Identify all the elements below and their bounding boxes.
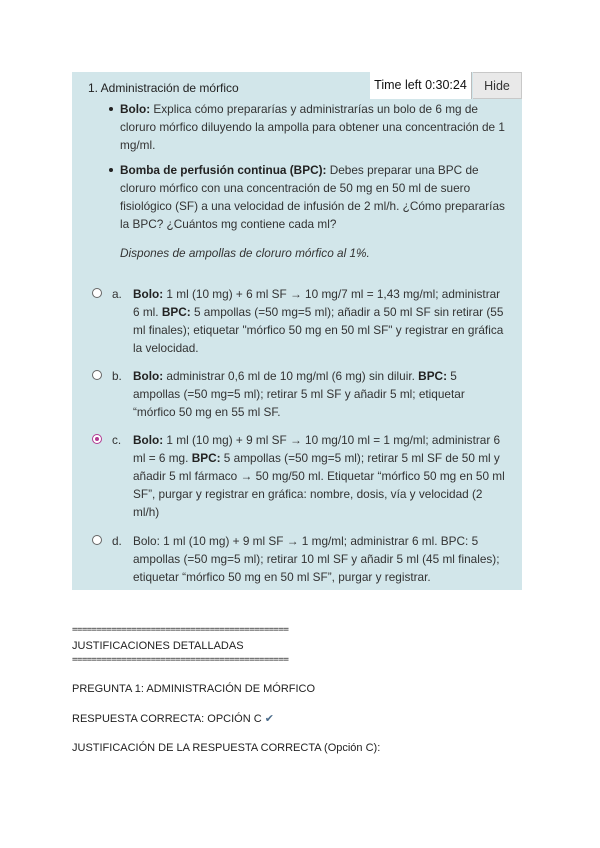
hide-timer-button[interactable]: Hide xyxy=(473,72,522,99)
option-c-bolo-text: 1 ml (10 mg) + 9 ml SF → 10 mg/10 ml = 1 mg/ml; administrar 6 ml = 6 mg. xyxy=(133,433,501,465)
option-b-bpc-label: BPC: xyxy=(418,369,448,383)
option-c-bolo-label: Bolo: xyxy=(133,433,164,447)
answer-line xyxy=(72,712,274,725)
timer: Time left 0:30:24 xyxy=(370,72,472,99)
option-b[interactable] xyxy=(92,367,512,423)
option-d-body: Bolo: 1 ml (10 mg) + 9 ml SF → 1 mg/ml; administrar 6 ml. BPC: 5 ampollas (=50 mg=5 ml); retirar 10 ml SF y añadir 5 ml (45 ml finales); etiquetar “mórfico 50 mg en 50 ml SF”, purgar y registrar. xyxy=(133,534,500,584)
option-b-bpc-text: 5 ampollas (=50 mg=5 ml); retirar 5 ml SF y añadir 5 ml; etiquetar “mórfico 50 mg en 55 ml SF. xyxy=(133,369,465,419)
answer-line-text: RESPUESTA CORRECTA: OPCIÓN C xyxy=(72,713,262,725)
option-d-letter: d. xyxy=(112,534,122,548)
question-note: Dispones de ampollas de cloruro mórfico al 1%. xyxy=(120,246,370,260)
divider-top: ============================================ xyxy=(72,625,289,635)
option-a-bolo-label: Bolo: xyxy=(133,287,164,301)
option-a-bolo-text: 1 ml (10 mg) + 6 ml SF → 10 mg/7 ml = 1,43 mg/ml; administrar 6 ml. xyxy=(133,287,501,319)
option-b-bolo-label: Bolo: xyxy=(133,369,164,383)
option-d[interactable] xyxy=(92,532,512,588)
bullet-bolo xyxy=(88,100,508,154)
bullet-bpc-label: Bomba de perfusión continua (BPC): xyxy=(120,163,327,177)
check-icon: ✔ xyxy=(264,713,274,725)
divider-bottom: ============================================ xyxy=(72,655,289,665)
option-b-radio[interactable] xyxy=(92,370,102,380)
option-b-text xyxy=(133,367,506,421)
bullet-bpc-text: Debes preparar una BPC de cloruro mórfico con una concentración de 50 mg en 50 ml de suero fisiológico (SF) a una velocidad de infusión de 2 ml/h. ¿Cómo prepararías la BPC? ¿Cuántos mg contiene cada ml? xyxy=(120,163,505,231)
bullet-bpc xyxy=(88,161,508,233)
option-c-bpc-label: BPC: xyxy=(191,451,221,465)
option-c[interactable] xyxy=(92,431,512,523)
option-c-bpc-text: 5 ampollas (=50 mg=5 ml); retirar 5 ml SF de 50 ml y añadir 5 ml fármaco → 50 mg/50 ml. Etiquetar “mórfico 50 mg en 50 ml SF”, purgar y registrar en gráfica: nombre, dosis, vía y velocidad (2 ml/h) xyxy=(133,451,505,519)
option-b-letter: b. xyxy=(112,369,122,383)
option-a-letter: a. xyxy=(112,287,122,301)
bullet-bolo-text: Explica cómo prepararías y administrarías un bolo de 6 mg de cloruro mórfico diluyendo la ampolla para obtener una concentración de 1 mg/ml. xyxy=(120,102,505,152)
option-a-bpc-text: 5 ampollas (=50 mg=5 ml); añadir a 50 ml SF sin retirar (55 ml finales); etiquetar "mórfico 50 mg en 50 ml SF" y registrar en gráfica la velocidad. xyxy=(133,305,504,355)
option-d-text xyxy=(133,532,506,586)
question-line: PREGUNTA 1: ADMINISTRACIÓN DE MÓRFICO xyxy=(72,683,316,695)
option-c-text xyxy=(133,431,506,521)
option-c-letter: c. xyxy=(112,433,122,447)
option-a-radio[interactable] xyxy=(92,288,102,298)
option-a[interactable] xyxy=(92,285,512,361)
option-c-radio[interactable] xyxy=(92,434,102,444)
option-b-bolo-text: administrar 0,6 ml de 10 mg/ml (6 mg) sin diluir. xyxy=(163,369,419,383)
question-title: 1. Administración de mórfico xyxy=(88,81,239,95)
justification-line: JUSTIFICACIÓN DE LA RESPUESTA CORRECTA (Opción C): xyxy=(72,742,381,754)
bullet-bolo-label: Bolo: xyxy=(120,102,151,116)
option-d-radio[interactable] xyxy=(92,535,102,545)
option-a-text xyxy=(133,285,506,357)
justifications-heading: JUSTIFICACIONES DETALLADAS xyxy=(72,640,244,652)
question-bullets xyxy=(88,100,508,240)
option-a-bpc-label: BPC: xyxy=(161,305,191,319)
